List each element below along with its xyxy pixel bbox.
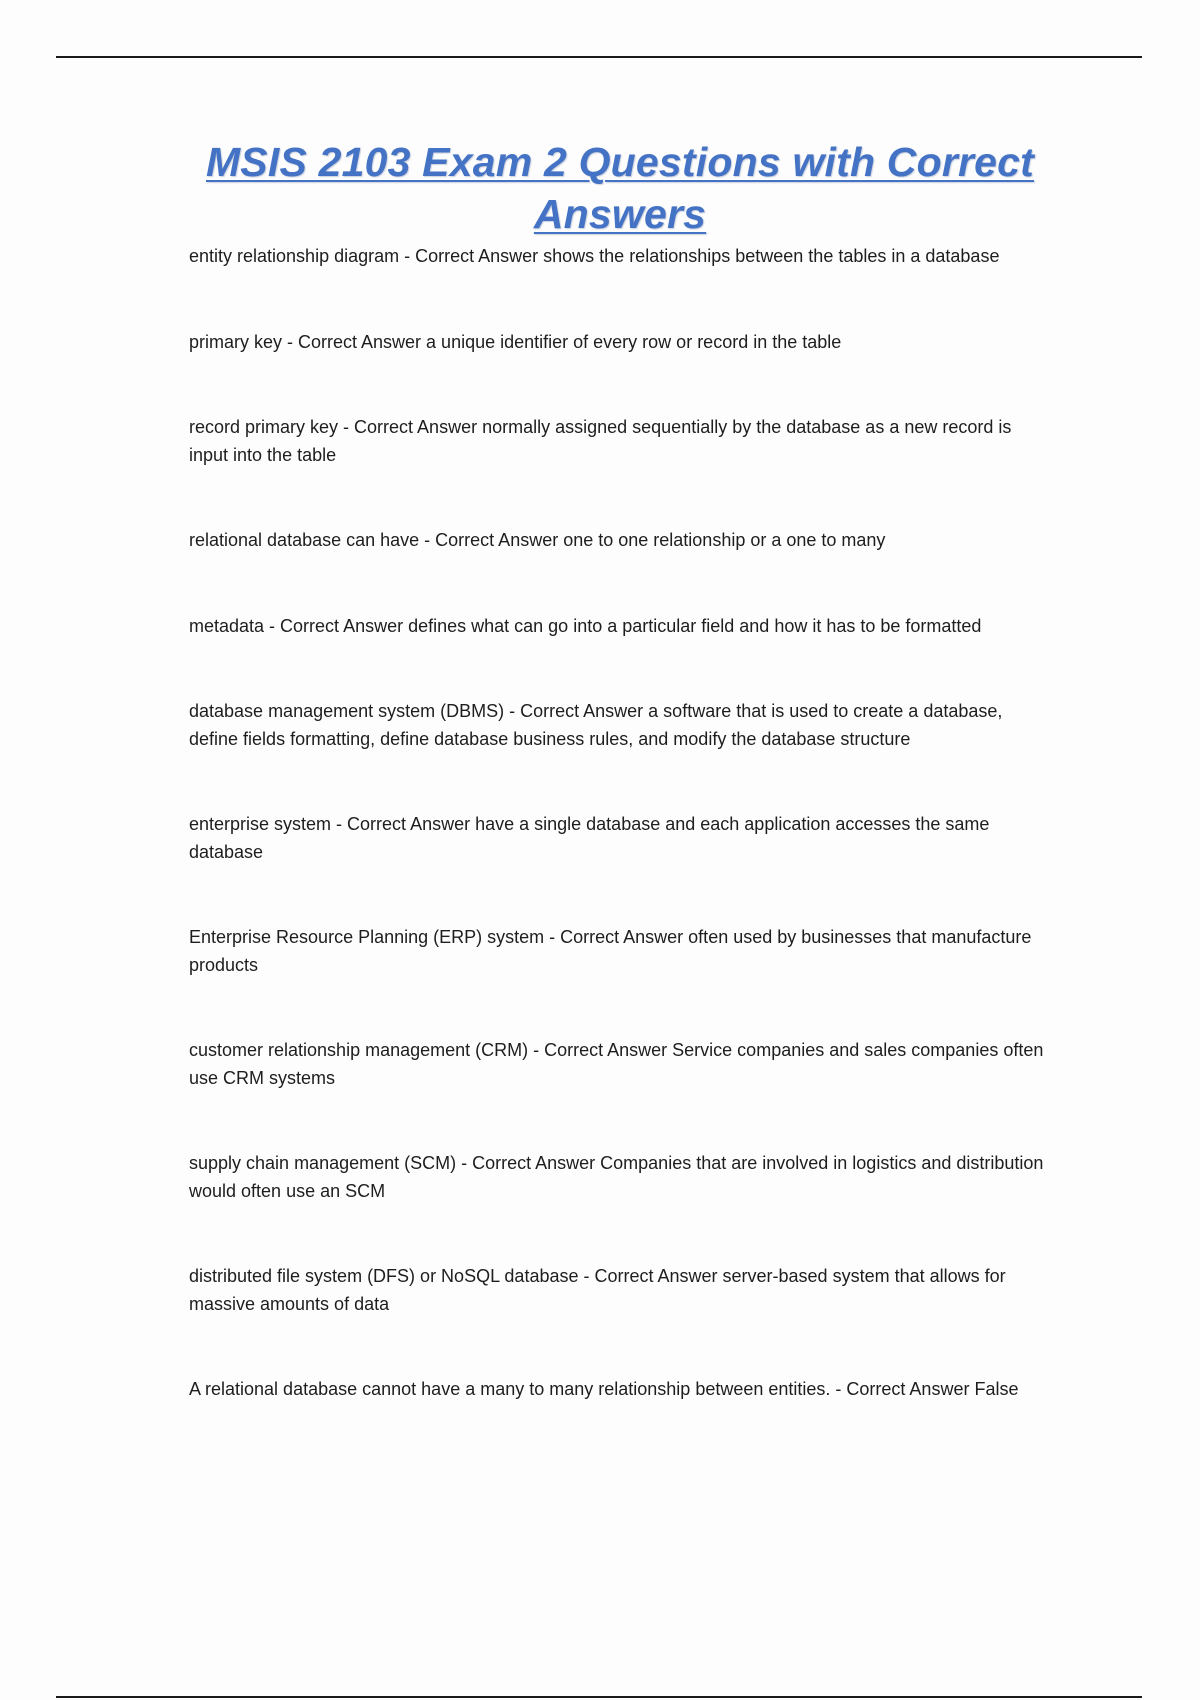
qa-item: distributed file system (DFS) or NoSQL database - Correct Answer server-based system that allows for massive amounts of data <box>189 1266 1006 1314</box>
qa-item: metadata - Correct Answer defines what can go into a particular field and how it has to be formatted <box>189 615 982 636</box>
qa-item: enterprise system - Correct Answer have a single database and each application accesses the same database <box>189 814 990 862</box>
qa-item: customer relationship management (CRM) - Correct Answer Service companies and sales companies often use CRM systems <box>189 1040 1044 1088</box>
qa-item: relational database can have - Correct Answer one to one relationship or a one to many <box>189 530 886 550</box>
document-title: MSIS 2103 Exam 2 Questions with Correct Answers <box>205 139 1035 237</box>
footer-rule <box>56 1696 1142 1698</box>
qa-item: A relational database cannot have a many to many relationship between entities. - Correct Answer False <box>189 1379 1019 1399</box>
qa-item: primary key - Correct Answer a unique identifier of every row or record in the table <box>189 331 842 352</box>
header-rule <box>56 56 1142 58</box>
qa-item: record primary key - Correct Answer normally assigned sequentially by the database as a new record is input into the table <box>189 417 1012 465</box>
qa-item: supply chain management (SCM) - Correct Answer Companies that are involved in logistics and distribution would often use an SCM <box>189 1153 1044 1201</box>
qa-list <box>189 243 1049 1462</box>
qa-item: Enterprise Resource Planning (ERP) system - Correct Answer often used by businesses that manufacture products <box>189 927 1032 975</box>
qa-item: entity relationship diagram - Correct Answer shows the relationships between the tables in a database <box>189 246 1000 266</box>
qa-item: database management system (DBMS) - Correct Answer a software that is used to create a database, define fields formatting, define database business rules, and modify the database structure <box>189 701 1003 749</box>
